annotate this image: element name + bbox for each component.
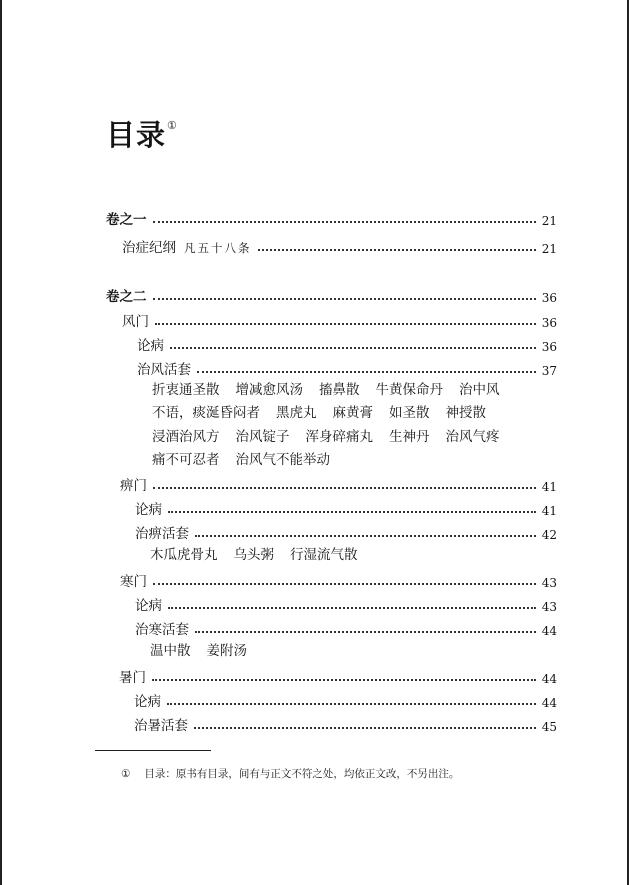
formula-item[interactable]: 如圣散 bbox=[389, 405, 430, 421]
toc-page-number: 43 bbox=[541, 600, 557, 614]
toc-label: 治风活套 bbox=[137, 362, 191, 378]
formula-item[interactable]: 搐鼻散 bbox=[319, 382, 360, 398]
toc-page-number: 44 bbox=[541, 696, 557, 710]
dot-leader bbox=[195, 631, 536, 633]
toc-label: 论病 bbox=[137, 338, 164, 354]
toc-page-number: 41 bbox=[541, 480, 557, 494]
formula-item[interactable]: 治中风 bbox=[459, 382, 500, 398]
formula-item[interactable]: 乌头粥 bbox=[233, 547, 274, 563]
formula-item[interactable]: 浸酒治风方 bbox=[152, 429, 220, 445]
formula-item[interactable]: 麻黄膏 bbox=[332, 405, 373, 421]
dot-leader bbox=[258, 249, 536, 251]
formula-line bbox=[152, 450, 346, 470]
formula-item[interactable]: 治风气不能举动 bbox=[235, 452, 330, 468]
toc-label: 论病 bbox=[135, 598, 162, 614]
toc-entry-han-lun[interactable] bbox=[135, 594, 557, 614]
footnote-text: 目录：原书有目录，间有与正文不符之处，均依正文改，不另出注。 bbox=[144, 768, 460, 780]
formula-item[interactable]: 行湿流气散 bbox=[290, 547, 358, 563]
formula-item[interactable]: 生神丹 bbox=[389, 429, 430, 445]
toc-page-number: 42 bbox=[541, 528, 557, 542]
toc-entry-bi-lun[interactable] bbox=[135, 498, 557, 518]
toc-page-number: 36 bbox=[541, 291, 557, 305]
toc-page-number: 45 bbox=[541, 720, 557, 734]
formula-item[interactable]: 痛不可忍者 bbox=[152, 452, 220, 468]
toc-label: 卷之一 bbox=[106, 212, 147, 228]
toc-entry-feng[interactable] bbox=[122, 310, 557, 330]
toc-label: 治暑活套 bbox=[134, 718, 188, 734]
toc-label: 寒门 bbox=[120, 574, 147, 590]
formula-item[interactable]: 浑身碎痛丸 bbox=[305, 429, 373, 445]
dot-leader bbox=[194, 727, 536, 729]
toc-entry-feng-lun[interactable] bbox=[137, 334, 557, 354]
dot-leader bbox=[168, 511, 536, 513]
dot-leader bbox=[170, 347, 536, 349]
formula-line bbox=[152, 427, 516, 447]
toc-page-number: 36 bbox=[541, 340, 557, 354]
toc-entry-han[interactable] bbox=[120, 570, 557, 590]
toc-entry-juan2[interactable] bbox=[106, 285, 557, 305]
formula-line bbox=[150, 641, 263, 661]
toc-entry-bi-zhi[interactable] bbox=[135, 522, 557, 542]
title-footnote-mark: ① bbox=[167, 119, 178, 132]
toc-label: 治寒活套 bbox=[135, 622, 189, 638]
toc-page-number: 37 bbox=[541, 364, 557, 378]
toc-label: 风门 bbox=[122, 314, 149, 330]
toc-page-number: 43 bbox=[541, 576, 557, 590]
formula-item[interactable]: 治风锭子 bbox=[235, 429, 290, 445]
toc-label: 痹门 bbox=[120, 478, 147, 494]
dot-leader bbox=[152, 679, 536, 681]
formula-item[interactable]: 折衷通圣散 bbox=[152, 382, 220, 398]
toc-label-text: 治症纪纲 bbox=[122, 240, 176, 256]
formula-item[interactable]: 姜附汤 bbox=[206, 643, 247, 659]
toc-label: 论病 bbox=[134, 694, 161, 710]
page-title bbox=[106, 113, 178, 154]
toc-entry-bi[interactable] bbox=[120, 474, 557, 494]
formula-line bbox=[150, 545, 374, 565]
dot-leader bbox=[167, 703, 536, 705]
formula-item[interactable]: 治风气疼 bbox=[445, 429, 500, 445]
page-title-text: 目录 bbox=[106, 118, 167, 152]
toc-page-number: 36 bbox=[541, 316, 557, 330]
toc-page-number: 41 bbox=[541, 504, 557, 518]
toc-label bbox=[122, 236, 252, 256]
formula-item[interactable]: 神授散 bbox=[445, 405, 486, 421]
dot-leader bbox=[153, 298, 536, 300]
toc-entry-juan1[interactable] bbox=[106, 208, 557, 228]
toc-entry-shu[interactable] bbox=[119, 666, 557, 686]
toc-label: 论病 bbox=[135, 502, 162, 518]
formula-item[interactable]: 牛黄保命丹 bbox=[375, 382, 443, 398]
toc-page-number: 44 bbox=[541, 672, 557, 686]
toc-sub-note: 凡五十八条 bbox=[184, 241, 252, 255]
formula-line bbox=[152, 403, 502, 423]
dot-leader bbox=[155, 323, 536, 325]
dot-leader bbox=[197, 371, 536, 373]
formula-item[interactable]: 木瓜虎骨丸 bbox=[150, 547, 218, 563]
dot-leader bbox=[168, 607, 536, 609]
toc-label: 卷之二 bbox=[106, 289, 147, 305]
formula-item[interactable]: 温中散 bbox=[150, 643, 191, 659]
formula-item[interactable]: 黑虎丸 bbox=[276, 405, 317, 421]
dot-leader bbox=[153, 583, 536, 585]
footnote-mark: ① bbox=[121, 768, 131, 780]
footnote-rule bbox=[95, 750, 211, 751]
toc-entry-shu-zhi[interactable] bbox=[134, 714, 557, 734]
dot-leader bbox=[153, 221, 536, 223]
dot-leader bbox=[195, 535, 536, 537]
dot-leader bbox=[153, 487, 536, 489]
toc-page-number: 44 bbox=[541, 624, 557, 638]
toc-label: 暑门 bbox=[119, 670, 146, 686]
toc-label: 治痹活套 bbox=[135, 526, 189, 542]
toc-entry-zhizheng[interactable] bbox=[122, 236, 557, 256]
toc-entry-han-zhi[interactable] bbox=[135, 618, 557, 638]
toc-entry-feng-zhi[interactable] bbox=[137, 358, 557, 378]
toc-page-number: 21 bbox=[541, 214, 557, 228]
toc-entry-shu-lun[interactable] bbox=[134, 690, 557, 710]
formula-line bbox=[152, 380, 516, 400]
formula-item[interactable]: 不语，痰涎昏闷者 bbox=[152, 405, 260, 421]
footnote bbox=[121, 766, 459, 781]
formula-item[interactable]: 增减愈风汤 bbox=[235, 382, 303, 398]
toc-page-number: 21 bbox=[541, 242, 557, 256]
